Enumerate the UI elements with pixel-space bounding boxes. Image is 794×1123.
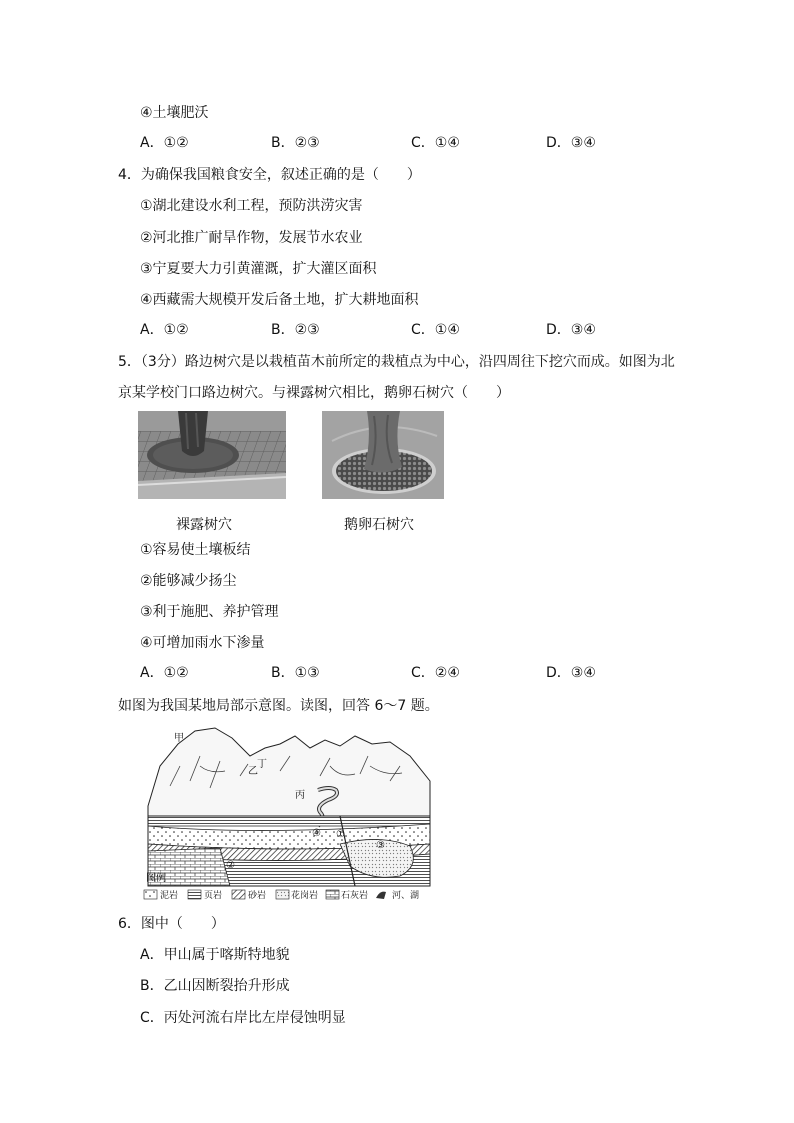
q6-option-a: A．甲山属于喀斯特地貌 — [140, 947, 290, 963]
q4-item-4: ④西藏需大规模开发后备土地，扩大耕地面积 — [140, 292, 419, 308]
q5-item-4: ④可增加雨水下渗量 — [140, 635, 265, 651]
q4-option-a: A．①② — [140, 322, 189, 338]
legend-mudstone: 泥岩 — [160, 891, 179, 901]
q4-item-1: ①湖北建设水利工程，预防洪涝灾害 — [140, 198, 363, 214]
q5-item-1: ①容易使土壤板结 — [140, 542, 251, 558]
q3-option-d: D．③④ — [546, 135, 596, 151]
legend-shale: 页岩 — [204, 891, 223, 901]
label-circle-4: ④ — [312, 828, 321, 839]
bare-tree-pit-photo — [138, 411, 286, 499]
q4-option-d: D．③④ — [546, 322, 596, 338]
q3-option-b: B．②③ — [271, 135, 320, 151]
q6-option-b: B．乙山因断裂抬升形成 — [140, 978, 290, 994]
label-circle-3: ③ — [376, 840, 385, 851]
q3-option-c: C．①④ — [411, 135, 460, 151]
q3-item-4: ④土壤肥沃 — [140, 105, 209, 121]
legend-river-icon — [376, 892, 386, 899]
legend-sandstone: 砂岩 — [248, 891, 267, 901]
q5-option-d: D．③④ — [546, 665, 596, 681]
label-circle-2: ② — [226, 860, 235, 871]
pebble-tree-pit-caption: 鹅卵石树穴 — [344, 517, 414, 533]
label-circle-1: ① — [336, 829, 345, 840]
label-ding: 丁 — [257, 759, 267, 770]
q3-option-a: A．①② — [140, 135, 189, 151]
q5-option-b: B．①③ — [271, 665, 320, 681]
q6-7-intro: 如图为我国某地局部示意图。读图，回答 6～7 题。 — [118, 698, 439, 714]
legend-limestone: 石灰岩 — [341, 891, 369, 901]
q4-item-3: ③宁夏要大力引黄灌溉，扩大灌区面积 — [140, 261, 377, 277]
q4-item-2: ②河北推广耐旱作物，发展节水农业 — [140, 230, 363, 246]
pebble-tree-pit-photo — [322, 411, 444, 499]
q6-option-c: C．丙处河流右岸比左岸侵蚀明显 — [140, 1010, 346, 1026]
q5-option-c: C．②④ — [411, 665, 460, 681]
q5-item-2: ②能够减少扬尘 — [140, 573, 237, 589]
geology-block-diagram — [140, 726, 432, 904]
bare-tree-pit-caption: 裸露树穴 — [176, 517, 232, 533]
label-bing: 丙 — [295, 790, 305, 801]
q4-stem: 4．为确保我国粮食安全，叙述正确的是（ ） — [118, 167, 421, 183]
q4-option-b: B．②③ — [271, 322, 320, 338]
legend-river-lake: 河、湖 — [392, 891, 420, 901]
q4-option-c: C．①④ — [411, 322, 460, 338]
legend-granite: 花岗岩 — [291, 891, 319, 901]
legend-title: 图例 — [146, 873, 166, 884]
q5-stem-line2: 京某学校门口路边树穴。与裸露树穴相比，鹅卵石树穴（ ） — [118, 385, 510, 401]
q5-option-a: A．①② — [140, 665, 189, 681]
q6-stem: 6．图中（ ） — [118, 916, 225, 932]
q5-stem-line1: 5．（3分）路边树穴是以栽植苗木前所定的栽植点为中心，沿四周往下挖穴而成。如图为北 — [118, 354, 675, 370]
label-yi: 乙 — [248, 766, 258, 777]
label-jia: 甲 — [174, 733, 184, 744]
q5-item-3: ③利于施肥、养护管理 — [140, 604, 279, 620]
